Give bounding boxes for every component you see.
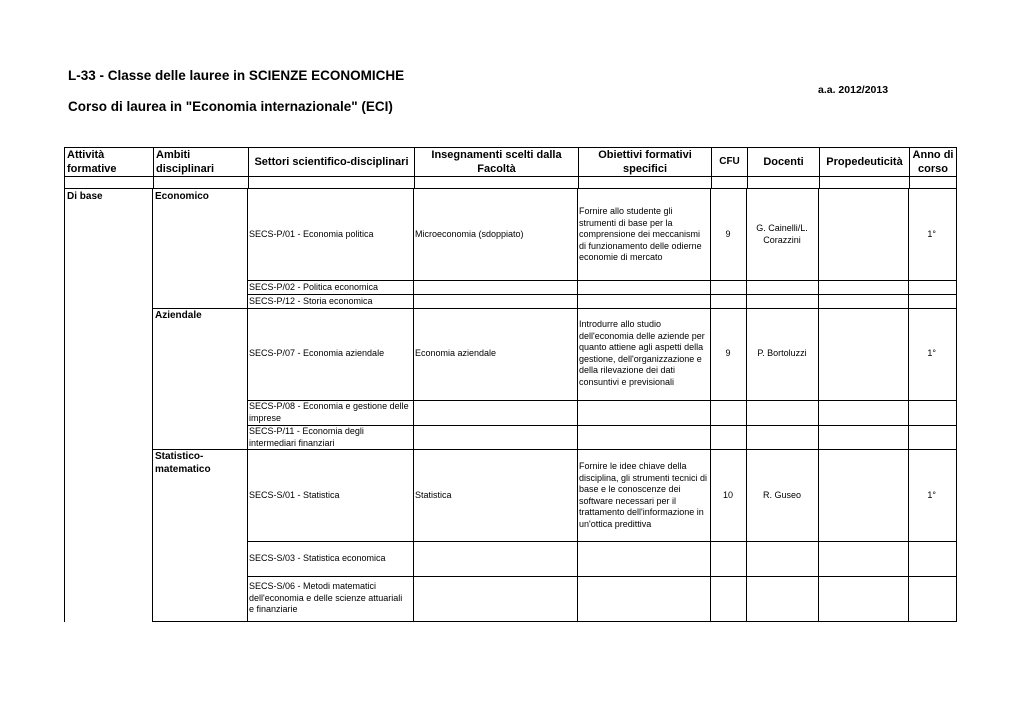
- settore-cell: SECS-P/07 - Economia aziendale: [249, 348, 385, 358]
- docenti-cell: R. Guseo: [762, 490, 802, 500]
- course-title: Corso di laurea in "Economia internazionale" (ECI): [68, 99, 393, 114]
- col-header-propedeuticita: Propedeuticità: [819, 148, 909, 176]
- insegnamento-cell: Statistica: [415, 490, 452, 500]
- obiettivi-cell: Fornire le idee chiave della disciplina, gli strumenti tecnici di base e le conoscenze dei software necessari per il trattamento dell'informazione in un'ottica predittiva: [579, 461, 708, 529]
- col-header-insegnamenti: Insegnamenti scelti dalla Facoltà: [414, 148, 578, 176]
- settore-cell: SECS-P/01 - Economia politica: [249, 229, 374, 239]
- spacer-row: [64, 177, 957, 189]
- col-header-docenti: Docenti: [747, 148, 819, 176]
- area-statistico-matematico: Statistico-matematico: [155, 451, 211, 475]
- col-header-attivita: Attività formative: [67, 149, 117, 175]
- anno-cell: 1°: [927, 348, 936, 358]
- col-header-anno: Anno di corso: [909, 148, 956, 176]
- docenti-cell: G. Cainelli/L. Corazzini: [756, 223, 808, 245]
- activity-label: Di base: [67, 191, 103, 202]
- obiettivi-cell: Introdurre allo studio dell'economia delle aziende per quanto attiene agli aspetti della gestione, dell'organizzazione e della rilevazione dei dati consuntivi e previsionali: [579, 319, 705, 387]
- docenti-cell: P. Bortoluzzi: [757, 348, 807, 358]
- col-header-cfu: CFU: [711, 148, 747, 176]
- cfu-cell: 10: [722, 490, 733, 500]
- class-title: L-33 - Classe delle lauree in SCIENZE ECONOMICHE: [68, 68, 405, 83]
- settore-cell: SECS-S/01 - Statistica: [249, 490, 340, 500]
- academic-year: a.a. 2012/2013: [818, 84, 889, 96]
- area-economico: Economico: [155, 191, 209, 202]
- settore-cell: SECS-P/11 - Economia degli intermediari finanziari: [249, 426, 364, 448]
- cfu-cell: 9: [725, 348, 731, 358]
- anno-cell: 1°: [927, 490, 936, 500]
- settore-cell: SECS-P/08 - Economia e gestione delle imprese: [249, 401, 409, 423]
- insegnamento-cell: Microeconomia (sdoppiato): [415, 229, 524, 239]
- insegnamento-cell: Economia aziendale: [415, 348, 497, 358]
- area-aziendale: Aziendale: [155, 310, 202, 321]
- settore-cell: SECS-S/03 - Statistica economica: [249, 553, 386, 563]
- settore-cell: SECS-P/12 - Storia economica: [249, 296, 373, 306]
- table-header: [64, 147, 957, 177]
- settore-cell: SECS-S/06 - Metodi matematici dell'economia e delle scienze attuariali e finanziarie: [249, 581, 403, 614]
- anno-cell: 1°: [927, 229, 936, 239]
- settore-cell: SECS-P/02 - Politica economica: [249, 282, 379, 292]
- col-header-settori: Settori scientifico-disciplinari: [248, 148, 414, 176]
- cfu-cell: 9: [725, 229, 731, 239]
- col-header-obiettivi: Obiettivi formativi specifici: [578, 148, 711, 176]
- obiettivi-cell: Fornire allo studente gli strumenti di base per la comprensione dei meccanismi di funzionamento delle odierne economie di mercato: [579, 206, 702, 262]
- col-header-ambiti: Ambiti disciplinari: [153, 148, 248, 176]
